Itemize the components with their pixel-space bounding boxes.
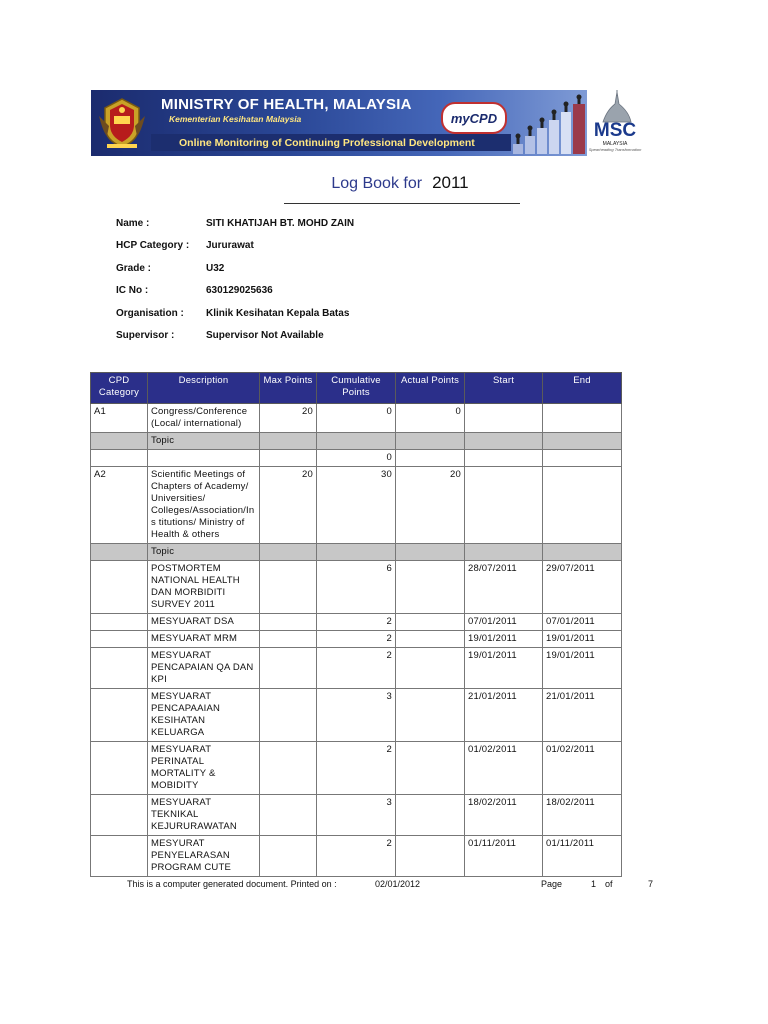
cell-description: Congress/Conference (Local/ international) [148,404,260,433]
cell-max-points [260,433,317,450]
cell-cpd-category [91,742,148,795]
cell-max-points [260,742,317,795]
cell-max-points [260,544,317,561]
cell-actual-points [396,631,465,648]
climbing-figures-icon [511,94,587,154]
cell-description: MESYURAT PENYELARASAN PROGRAM CUTE [148,836,260,877]
cell-description: Topic [148,433,260,450]
cell-description: MESYUARAT PERINATAL MORTALITY & MOBIDITY [148,742,260,795]
cell-cpd-category: A2 [91,467,148,544]
page-title-label: Log Book for [331,175,423,192]
cell-end-date: 01/11/2011 [543,836,622,877]
cell-start-date: 01/11/2011 [465,836,543,877]
table-row [91,795,622,836]
info-label: IC No : [116,285,149,296]
info-label: Grade : [116,263,152,274]
cell-cumulative-points: 2 [317,648,396,689]
cell-description: MESYUARAT PENCAPAIAN QA DAN KPI [148,648,260,689]
cell-cumulative-points: 2 [317,836,396,877]
page-title [280,173,520,193]
info-value: U32 [206,263,225,274]
cell-start-date: 28/07/2011 [465,561,543,614]
table-row [91,631,622,648]
cell-cpd-category [91,648,148,689]
footer-page-label: Page [541,879,563,889]
cell-max-points: 20 [260,404,317,433]
banner-tagline: Online Monitoring of Continuing Professional Development [179,137,475,149]
topic-row [91,433,622,450]
cell-cumulative-points [317,433,396,450]
cell-max-points: 20 [260,467,317,544]
cell-actual-points [396,689,465,742]
footer-page-number: 1 [591,879,597,889]
cell-end-date [543,433,622,450]
cell-cumulative-points: 30 [317,467,396,544]
table-row [91,614,622,631]
msc-logo-tagline: Spearheading Transformation [588,147,642,152]
cell-cumulative-points: 0 [317,404,396,433]
info-label: HCP Category : [116,240,190,251]
cell-cpd-category [91,836,148,877]
moh-banner [91,90,587,156]
table-row [91,450,622,467]
cell-cpd-category [91,544,148,561]
cell-cumulative-points: 6 [317,561,396,614]
column-header-cumulative-points: Cumulative Points [317,373,396,404]
cell-description: MESYUARAT PENCAPAAIAN KESIHATAN KELUARGA [148,689,260,742]
cell-actual-points [396,614,465,631]
cell-cumulative-points: 2 [317,614,396,631]
info-value: Jururawat [206,240,254,251]
cell-actual-points [396,795,465,836]
cell-start-date: 19/01/2011 [465,648,543,689]
cell-end-date [543,404,622,433]
column-header-actual-points: Actual Points [396,373,465,404]
cell-start-date [465,404,543,433]
cell-start-date: 19/01/2011 [465,631,543,648]
cell-start-date [465,450,543,467]
table-body [91,404,622,877]
cell-cpd-category [91,689,148,742]
footer-of-label: of [605,879,613,889]
info-value: 630129025636 [206,285,273,296]
column-header-cpd-category: CPD Category [91,373,148,404]
info-label: Organisation : [116,308,184,319]
cell-end-date [543,467,622,544]
cell-cumulative-points: 2 [317,631,396,648]
cell-cumulative-points: 0 [317,450,396,467]
cell-description: Topic [148,544,260,561]
footer-total-pages: 7 [648,879,654,889]
table-row [91,404,622,433]
cell-start-date [465,433,543,450]
topic-row [91,544,622,561]
cell-cumulative-points: 3 [317,689,396,742]
cell-cpd-category [91,614,148,631]
cell-start-date: 18/02/2011 [465,795,543,836]
cell-max-points [260,689,317,742]
cell-end-date: 18/02/2011 [543,795,622,836]
msc-malaysia-logo [583,90,647,156]
footer-note: This is a computer generated document. Printed on : [127,879,337,889]
cell-description: POSTMORTEM NATIONAL HEALTH DAN MORBIDITI SURVEY 2011 [148,561,260,614]
cell-end-date: 19/01/2011 [543,648,622,689]
cell-start-date: 21/01/2011 [465,689,543,742]
cell-start-date [465,544,543,561]
column-header-max-points: Max Points [260,373,317,404]
cell-end-date: 29/07/2011 [543,561,622,614]
table-row [91,742,622,795]
table-row [91,689,622,742]
cell-cpd-category [91,631,148,648]
cell-start-date: 07/01/2011 [465,614,543,631]
cell-end-date [543,544,622,561]
cell-cpd-category [91,433,148,450]
info-value: Klinik Kesihatan Kepala Batas [206,308,350,319]
cell-description: MESYUARAT TEKNIKAL KEJURURAWATAN [148,795,260,836]
cell-end-date: 07/01/2011 [543,614,622,631]
cell-end-date [543,450,622,467]
cell-actual-points [396,433,465,450]
footer-printed-date: 02/01/2012 [375,879,421,889]
cell-cpd-category: A1 [91,404,148,433]
table-row [91,561,622,614]
cell-cpd-category [91,450,148,467]
cell-actual-points [396,836,465,877]
page-title-year: 2011 [432,173,469,192]
title-underline [284,203,520,204]
cell-start-date [465,467,543,544]
cell-max-points [260,836,317,877]
cell-end-date: 21/01/2011 [543,689,622,742]
column-header-description: Description [148,373,260,404]
info-label: Supervisor : [116,330,175,341]
cell-start-date: 01/02/2011 [465,742,543,795]
table-row [91,836,622,877]
cell-cumulative-points: 3 [317,795,396,836]
cell-cpd-category [91,795,148,836]
cell-actual-points [396,561,465,614]
info-value: Supervisor Not Available [206,330,324,341]
cell-cumulative-points [317,544,396,561]
cell-description: MESYUARAT MRM [148,631,260,648]
cell-max-points [260,648,317,689]
cpd-log-table [90,372,622,877]
cell-max-points [260,561,317,614]
cell-actual-points: 20 [396,467,465,544]
info-label: Name : [116,218,150,229]
cell-actual-points [396,544,465,561]
cell-cumulative-points: 2 [317,742,396,795]
cell-max-points [260,795,317,836]
ministry-title: MINISTRY OF HEALTH, MALAYSIA [161,96,412,113]
ministry-subtitle: Kementerian Kesihatan Malaysia [169,114,302,124]
cell-description: MESYUARAT DSA [148,614,260,631]
cell-end-date: 19/01/2011 [543,631,622,648]
cell-max-points [260,614,317,631]
msc-logo-text: MSC [593,120,637,141]
cell-description [148,450,260,467]
cell-end-date: 01/02/2011 [543,742,622,795]
table-header-row [91,373,622,404]
cell-actual-points: 0 [396,404,465,433]
column-header-end: End [543,373,622,404]
cell-description: Scientific Meetings of Chapters of Academy/ Universities/ Colleges/Association/Ins titutions/ Ministry of Health & others [148,467,260,544]
mycpd-logo: myCPD [441,102,507,134]
cell-actual-points [396,648,465,689]
table-row [91,467,622,544]
cell-actual-points [396,450,465,467]
cell-max-points [260,631,317,648]
msc-tower-icon [583,90,647,124]
column-header-start: Start [465,373,543,404]
cell-cpd-category [91,561,148,614]
msc-logo-subtext: MALAYSIA [602,141,628,147]
coat-of-arms-icon [97,96,147,150]
cell-actual-points [396,742,465,795]
info-value: SITI KHATIJAH BT. MOHD ZAIN [206,218,355,229]
table-row [91,648,622,689]
cell-max-points [260,450,317,467]
